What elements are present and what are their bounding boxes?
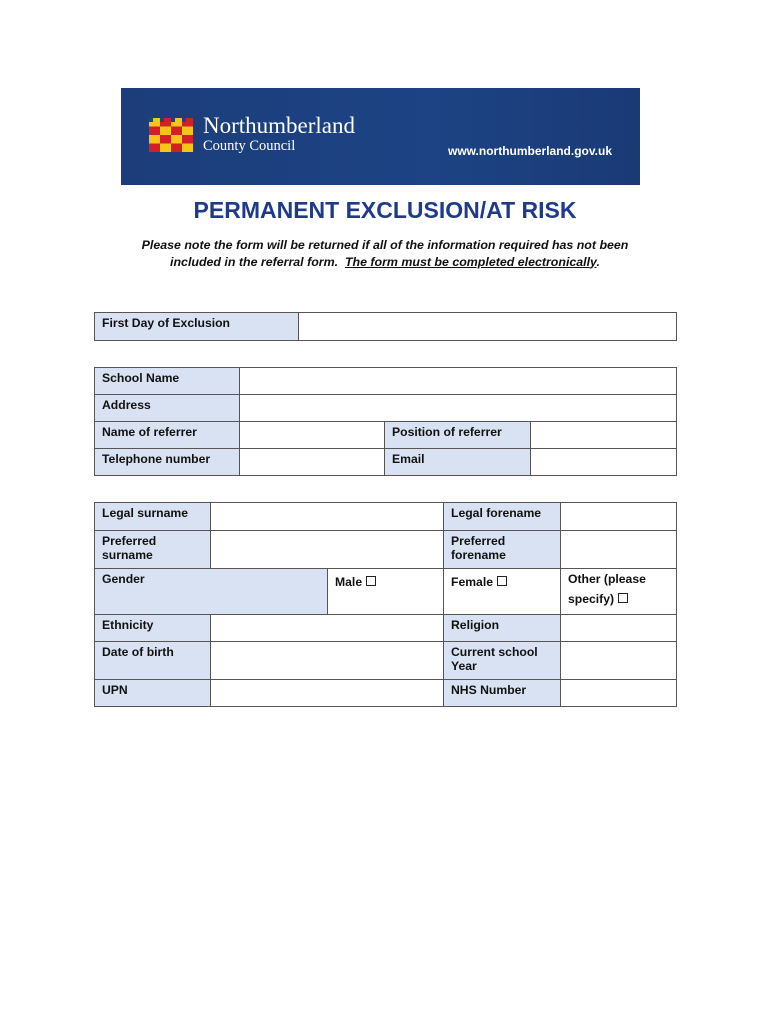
legal-forename-label: Legal forename	[444, 503, 561, 531]
preferred-forename-field[interactable]	[561, 531, 677, 569]
header-banner	[121, 88, 640, 185]
note-line-1: Please note the form will be returned if all of the information required has not been	[141, 238, 629, 252]
school-year-label: Current school Year	[444, 642, 561, 680]
dob-field[interactable]	[211, 642, 444, 680]
pupil-table	[94, 502, 677, 707]
other-checkbox[interactable]	[618, 593, 628, 603]
preferred-forename-label: Preferred forename	[444, 531, 561, 569]
referrer-position-field[interactable]	[531, 422, 677, 449]
female-checkbox[interactable]	[497, 576, 507, 586]
email-field[interactable]	[531, 449, 677, 476]
address-field[interactable]	[240, 395, 677, 422]
exclusion-date-table	[94, 312, 677, 341]
school-year-field[interactable]	[561, 642, 677, 680]
upn-field[interactable]	[211, 680, 444, 707]
first-day-field[interactable]	[299, 313, 677, 341]
nhs-number-field[interactable]	[561, 680, 677, 707]
religion-label: Religion	[444, 615, 561, 642]
dob-label: Date of birth	[95, 642, 211, 680]
legal-surname-field[interactable]	[211, 503, 444, 531]
other-label: Other (please specify)	[568, 572, 646, 606]
form-note	[95, 237, 675, 270]
note-line-2: included in the referral form.	[170, 254, 339, 269]
preferred-surname-field[interactable]	[211, 531, 444, 569]
telephone-field[interactable]	[240, 449, 385, 476]
first-day-label: First Day of Exclusion	[95, 313, 299, 341]
org-subtitle: County Council	[203, 138, 296, 154]
form-title: PERMANENT EXCLUSION/AT RISK	[193, 197, 577, 223]
gender-label: Gender	[95, 569, 328, 615]
nhs-number-label: NHS Number	[444, 680, 561, 707]
org-name: Northumberland	[203, 113, 356, 138]
legal-forename-field[interactable]	[561, 503, 677, 531]
email-label: Email	[385, 449, 531, 476]
referrer-position-label: Position of referrer	[385, 422, 531, 449]
male-checkbox[interactable]	[366, 576, 376, 586]
referrer-name-label: Name of referrer	[95, 422, 240, 449]
ethnicity-field[interactable]	[211, 615, 444, 642]
religion-field[interactable]	[561, 615, 677, 642]
school-name-field[interactable]	[240, 368, 677, 395]
gender-option-male[interactable]	[328, 569, 444, 615]
ethnicity-label: Ethnicity	[95, 615, 211, 642]
org-url: www.northumberland.gov.uk	[447, 144, 612, 158]
note-electronic-requirement: The form must be completed electronically	[344, 254, 597, 269]
note-period: .	[596, 254, 600, 269]
council-flag-icon	[149, 118, 193, 152]
school-table	[94, 367, 677, 476]
gender-option-other[interactable]	[561, 569, 677, 615]
female-label: Female	[451, 575, 494, 589]
legal-surname-label: Legal surname	[95, 503, 211, 531]
telephone-label: Telephone number	[95, 449, 240, 476]
gender-option-female[interactable]	[444, 569, 561, 615]
male-label: Male	[335, 575, 363, 589]
upn-label: UPN	[95, 680, 211, 707]
address-label: Address	[95, 395, 240, 422]
referrer-name-field[interactable]	[240, 422, 385, 449]
school-name-label: School Name	[95, 368, 240, 395]
preferred-surname-label: Preferred surname	[95, 531, 211, 569]
